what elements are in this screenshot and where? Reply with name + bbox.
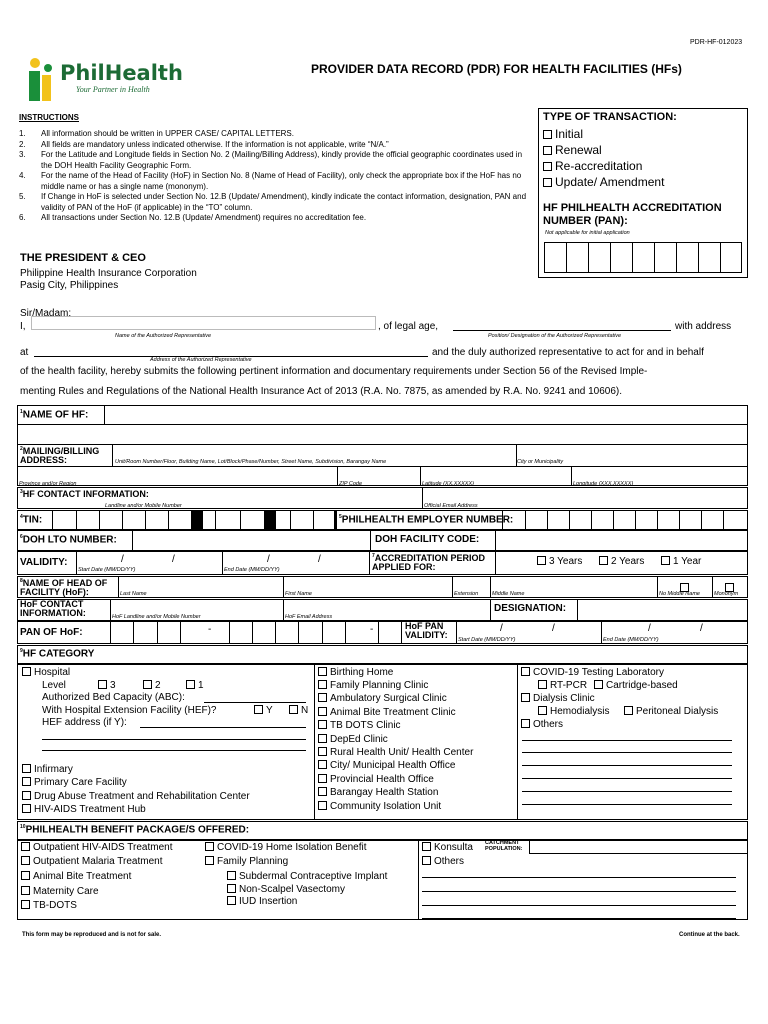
cat-level: Level [42,680,66,691]
instruction-item: 4. For the name of the Head of Facility (HoF) in Section No. 8 (Name of Head of Facility), only check the appropriate box if the HoF has no middle name or has a single name (mononym). [19,171,522,191]
option-reaccreditation[interactable]: Re-accreditation [543,159,642,173]
cat-hospital[interactable]: Hospital [22,667,70,678]
validity-start-caption: Start Date (MM/DD/YY) [78,567,136,573]
at-text: at [20,347,29,358]
cat-ambulatory[interactable]: Ambulatory Surgical Clinic [318,693,447,704]
cat-cartridge[interactable]: Cartridge-based [594,680,678,691]
ben-animal-bite[interactable]: Animal Bite Treatment [21,871,131,882]
footer-continue: Continue at the back. [679,932,740,938]
cat-primary-care[interactable]: Primary Care Facility [22,777,127,788]
period-1yr[interactable]: 1 Year [661,556,701,567]
head-caption-ext: Extension [454,591,479,597]
transaction-heading: TYPE OF TRANSACTION: [543,111,677,123]
level-1[interactable]: 1 [186,680,204,691]
letter-line3: of the health facility, hereby submits the following pertinent information and documentary requirements under Section 56 of the Revised Imple- [20,366,648,377]
logo-name: PhilHealth [60,61,183,85]
head-caption-last: Last Name [120,591,147,597]
instruction-item: 1. All information should be written in UPPER CASE/ CAPITAL LETTERS. [19,129,294,138]
ben-tb-dots[interactable]: TB-DOTS [21,900,77,911]
level-2[interactable]: 2 [143,680,161,691]
validity-label: VALIDITY: [20,557,68,568]
checkbox[interactable] [537,556,546,565]
cat-city-health[interactable]: City/ Municipal Health Office [318,760,455,771]
rep-address-caption: Address of the Authorized Representative [150,357,252,363]
cat-isolation[interactable]: Community Isolation Unit [318,801,441,812]
cat-family-planning[interactable]: Family Planning Clinic [318,680,428,691]
footer-note: This form may be reproduced and is not for sale. [22,932,162,938]
instruction-item: 6. All transactions under Section No. 12.B (Update/ Amendment) requires no accreditation fee. [19,213,367,222]
with-address-text: with address [675,321,732,332]
cat-animal-bite[interactable]: Animal Bite Treatment Clinic [318,707,456,718]
cat-drug-abuse[interactable]: Drug Abuse Treatment and Rehabilitation Center [22,791,250,802]
cat-others[interactable]: Others [521,719,563,730]
ben-family-planning[interactable]: Family Planning [205,856,288,867]
head-caption-no-middle: No Middle Name [659,591,700,597]
abc-input[interactable] [204,702,306,703]
logo-tagline: Your Partner in Health [76,85,150,94]
logo-mark-icon [26,55,62,103]
mailing-label: $^2$MAILING/BILLING ADDRESS: [20,446,100,465]
pan-label: HF PHILHEALTH ACCREDITATION NUMBER (PAN): [543,202,722,227]
hof-caption-email: HoF Email Address [285,614,333,620]
lto-label: $^6$DOH LTO NUMBER: [20,534,117,546]
hof-end-caption: End Date (MM/DD/YY) [603,637,659,643]
ben-maternity[interactable]: Maternity Care [21,886,99,897]
head-label: $^8$NAME OF HEAD OF FACILITY (HoF): [20,578,108,597]
pan-input[interactable] [544,242,742,273]
ben-hiv[interactable]: Outpatient HIV-AIDS Treatment [21,842,173,853]
instruction-item: 2. All fields are mandatory unless indicated otherwise. If the information is not applicable, write “N/A.” [19,139,389,149]
cat-peritoneal[interactable]: Peritoneal Dialysis [624,706,718,717]
head-caption-mononym: Mononym [714,591,739,597]
checkbox[interactable] [543,130,552,139]
option-update[interactable]: Update/ Amendment [543,175,664,189]
letter-i: I, [20,321,26,332]
option-renewal[interactable]: Renewal [543,143,602,157]
hof-pan-validity-label: HoF PAN VALIDITY: [405,621,448,640]
checkbox[interactable] [543,178,552,187]
addressee-org: Philippine Health Insurance Corporation [20,268,197,279]
designation-label: DESIGNATION: [494,603,567,614]
pan-hof-label: PAN OF HoF: [20,627,83,638]
checkbox[interactable] [599,556,608,565]
name-hf-input[interactable] [106,407,746,423]
rep-position-caption: Position/ Designation of the Authorized Representative [488,333,622,339]
rep-text: and the duly authorized representative to act for and in behalf [432,347,704,358]
ben-others[interactable]: Others [422,856,464,867]
hof-caption-phone: HoF Landline and/or Mobile Number [112,614,201,620]
abc-label: Authorized Bed Capacity (ABC): [42,692,185,703]
hef-address-label: HEF address (if Y): [42,717,127,728]
mailing-caption-lat: Latitude (XX.XXXXX) [422,481,474,487]
mailing-row [17,444,748,486]
checkbox[interactable] [543,146,552,155]
contact-label: $^3$HF CONTACT INFORMATION: [20,489,149,499]
checkbox[interactable] [543,162,552,171]
ben-subdermal[interactable]: Subdermal Contraceptive Implant [227,871,387,882]
hef-no[interactable]: N [289,705,308,716]
mailing-caption-province: Province and/or Region [19,481,77,487]
cat-rtpcr[interactable]: RT-PCR [538,680,587,691]
legal-age-text: , of legal age, [378,321,439,332]
rep-position-input[interactable] [453,330,671,331]
instruction-item: 3. For the Latitude and Longitude fields in Section No. 2 (Mailing/Billing Address), kindly provide the official geographic coordinates used in the DOH Health Facility Geographic Form. [19,150,523,170]
cat-dialysis[interactable]: Dialysis Clinic [521,693,595,704]
rep-name-input[interactable] [31,316,376,330]
validity-end-caption: End Date (MM/DD/YY) [224,567,280,573]
hef-yes[interactable]: Y [254,705,273,716]
head-caption-middle: Middle Name [492,591,525,597]
cat-hiv-hub[interactable]: HIV-AIDS Treatment Hub [22,804,146,815]
level-3[interactable]: 3 [98,680,116,691]
head-caption-first: First Name [285,591,312,597]
cat-deped[interactable]: DepEd Clinic [318,734,388,745]
mailing-caption-zip: ZIP Code [339,481,363,487]
form-title: PROVIDER DATA RECORD (PDR) FOR HEALTH FACILITIES (HFs) [311,62,682,76]
period-3yr[interactable]: 3 Years [537,556,582,567]
catchment-input[interactable] [529,840,748,854]
ben-vasectomy[interactable]: Non-Scalpel Vasectomy [227,884,345,895]
cat-birthing-home[interactable]: Birthing Home [318,667,393,678]
ben-covid-home[interactable]: COVID-19 Home Isolation Benefit [205,842,367,853]
philhealth-logo [26,55,186,103]
ben-konsulta[interactable]: Konsulta [422,842,473,853]
ben-malaria[interactable]: Outpatient Malaria Treatment [21,856,163,867]
rep-name-caption: Name of the Authorized Representative [115,333,212,339]
catchment-label: CATCHMENT POPULATION: [485,840,523,852]
instructions-list [19,129,529,224]
contact-caption-phone: Landline and/or Mobile Number [105,503,182,509]
cat-provincial[interactable]: Provincial Health Office [318,774,434,785]
contact-caption-email: Official Email Address [424,503,478,509]
instruction-item: 5. If Change in HoF is selected under Section No. 12.B (Update/ Amendment), kindly indicate the contact information, designation, PAN and validity of PAN of the HoF (if applicable) in the “TO” column. [19,192,527,212]
category-heading: $^9$HF CATEGORY [20,648,95,660]
addressee-title: THE PRESIDENT & CEO [20,252,146,264]
hof-contact-label: HoF CONTACT INFORMATION: [20,599,86,618]
checkbox[interactable] [661,556,670,565]
benefits-heading: $^{10}$PHILHEALTH BENEFIT PACKAGE/S OFFERED: [20,824,250,836]
hef-label: With Hospital Extension Facility (HEF)? [42,705,217,716]
category-header [17,645,748,664]
form-code: PDR-HF-012023 [690,39,743,46]
mailing-caption-long: Longitude (XXX.XXXXX) [573,481,634,487]
salutation: Sir/Madam: [20,308,72,319]
employer-label: $^5$PHILHEALTH EMPLOYER NUMBER: [339,514,514,526]
tin-label: $^4$TIN: [20,514,43,526]
letter-line4: menting Rules and Regulations of the National Health Insurance Act of 2013 (R.A. No. 7875, as amended by R.A. No. 9241 and 10606). [20,386,623,397]
period-2yr[interactable]: 2 Years [599,556,644,567]
addressee-city: Pasig City, Philippines [20,280,119,291]
cat-hemodialysis[interactable]: Hemodialysis [538,706,609,717]
mailing-caption-street: Unit/Room Number/Floor, Building Name, Lot/Block/Phase/Number, Street Name, Subdivision, Barangay Name [115,459,387,465]
name-hf-label: $^1$NAME OF HF: [20,409,89,421]
pan-note: Not applicable for initial application [545,230,630,236]
cat-rhu[interactable]: Rural Health Unit/ Health Center [318,747,473,758]
facility-code-label: DOH FACILITY CODE: [375,534,480,545]
instructions-heading: INSTRUCTIONS [19,113,79,122]
option-initial[interactable]: Initial [543,127,583,141]
accred-period-label: $^7$ACCREDITATION PERIOD APPLIED FOR: [372,553,485,572]
cat-infirmary[interactable]: Infirmary [22,764,73,775]
cat-barangay[interactable]: Barangay Health Station [318,787,438,798]
cat-covid-lab[interactable]: COVID-19 Testing Laboratory [521,667,664,678]
cat-tb-dots[interactable]: TB DOTS Clinic [318,720,401,731]
mailing-caption-city: City or Municipality [517,459,564,465]
hof-start-caption: Start Date (MM/DD/YY) [458,637,516,643]
ben-iud[interactable]: IUD Insertion [227,896,297,907]
